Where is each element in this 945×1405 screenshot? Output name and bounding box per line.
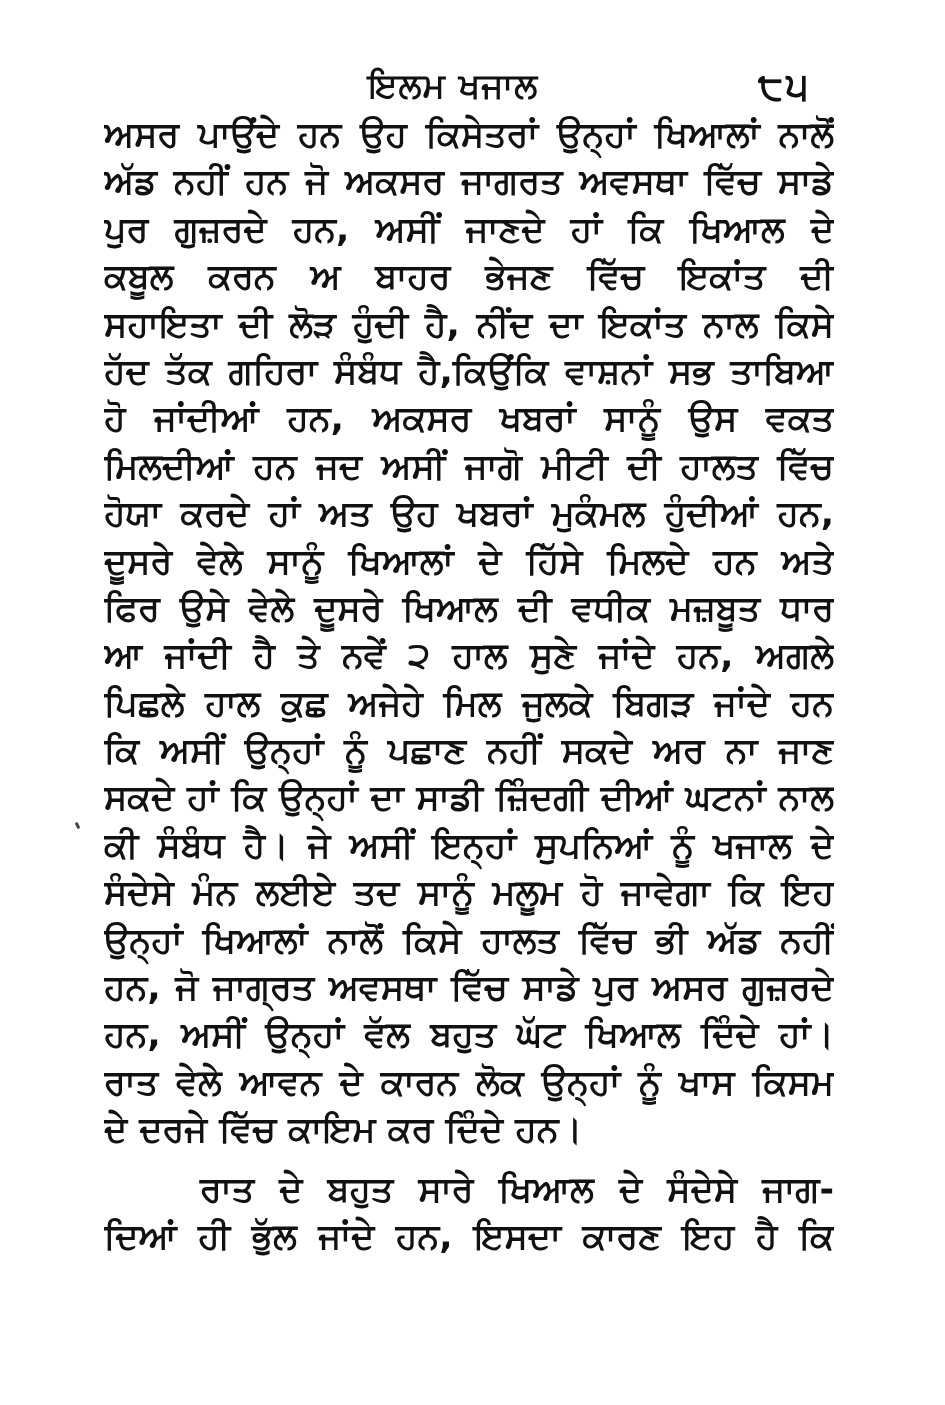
paragraph-2 [104, 1167, 834, 1262]
text-line: ਅਸਰ ਪਾਉਂਦੇ ਹਨ ਉਹ ਕਿਸੇਤਰਾਂ ਉਨ੍ਹਾਂ ਖਿਆਲਾਂ ਨਾਲੋਂ [104, 115, 834, 155]
text-line: ਸਹਾਇਤਾ ਦੀ ਲੋੜ ਹੁੰਦੀ ਹੈ, ਨੀਂਦ ਦਾ ਇਕਾਂਤ ਨਾਲ ਕਿਸੇ [104, 304, 834, 345]
text-line: ਮਿਲਦੀਆਂ ਹਨ ਜਦ ਅਸੀਂ ਜਾਗੋ ਮੀਟੀ ਦੀ ਹਾਲਤ ਵਿੱਚ [104, 446, 834, 487]
text-line: ਫਿਰ ਉਸੇ ਵੇਲੇ ਦੂਸਰੇ ਖਿਆਲ ਦੀ ਵਧੀਕ ਮਜ਼ਬੂਤ ਧਾਰ [104, 588, 834, 629]
text-line: ਪੁਰ ਗੁਜ਼ਰਦੇ ਹਨ, ਅਸੀਂ ਜਾਣਦੇ ਹਾਂ ਕਿ ਖਿਆਲ ਦੇ [104, 209, 834, 250]
text-line: ਦੂਸਰੇ ਵੇਲੇ ਸਾਨੂੰ ਖਿਆਲਾਂ ਦੇ ਹਿੱਸੇ ਮਿਲਦੇ ਹਨ ਅਤੇ [104, 541, 834, 582]
text-line: ਪਿਛਲੇ ਹਾਲ ਕੁਛ ਅਜੇਹੇ ਮਿਲ ਜੁਲਕੇ ਬਿਗੜ ਜਾਂਦੇ ਹਨ [104, 683, 834, 724]
text-line: ਹੋਯਾ ਕਰਦੇ ਹਾਂ ਅਤ ਉਹ ਖਬਰਾਂ ਮੁਕੰਮਲ ਹੁੰਦੀਆਂ ਹਨ, [104, 494, 834, 535]
text-line: ਸੰਦੇਸੇ ਮੰਨ ਲਈਏ ਤਦ ਸਾਨੂੰ ਮਲੂਮ ਹੋ ਜਾਵੇਗਾ ਕਿ ਇਹ [104, 873, 834, 914]
text-line: ਹੋ ਜਾਂਦੀਆਂ ਹਨ, ਅਕਸਰ ਖਬਰਾਂ ਸਾਨੂੰ ਉਸ ਵਕਤ [104, 399, 834, 440]
text-line: ਅੱਡ ਨਹੀਂ ਹਨ ਜੋ ਅਕਸਰ ਜਾਗਰਤ ਅਵਸਥਾ ਵਿੱਚ ਸਾਡੇ [104, 162, 834, 203]
running-header-title: ਇਲਮ ਖਜਾਲ [368, 66, 539, 106]
text-line: ਕੀ ਸੰਬੰਧ ਹੈ। ਜੇ ਅਸੀਂ ਇਨ੍ਹਾਂ ਸੁਪਨਿਆਂ ਨੂੰ ਖਜਾਲ ਦੇ [104, 825, 834, 866]
paragraph-1 [104, 112, 834, 1155]
text-line: ਕਿ ਅਸੀਂ ਉਨ੍ਹਾਂ ਨੂੰ ਪਛਾਣ ਨਹੀਂ ਸਕਦੇ ਅਰ ਨਾ ਜਾਣ [104, 731, 834, 772]
text-line: ਦੇ ਦਰਜੇ ਵਿੱਚ ਕਾਇਮ ਕਰ ਦਿੰਦੇ ਹਨ। [104, 1110, 583, 1151]
text-line: ਹਨ, ਅਸੀਂ ਉਨ੍ਹਾਂ ਵੱਲ ਬਹੁਤ ਘੱਟ ਖਿਆਲ ਦਿੰਦੇ ਹਾਂ। [104, 1015, 834, 1056]
text-line: ਰਾਤ ਵੇਲੇ ਆਵਨ ਦੇ ਕਾਰਨ ਲੋਕ ਉਨ੍ਹਾਂ ਨੂੰ ਖਾਸ ਕਿਸਮ [104, 1062, 834, 1103]
text-line: ਕਬੂਲ ਕਰਨ ਅ ਬਾਹਰ ਭੇਜਣ ਵਿੱਚ ਇਕਾਂਤ ਦੀ [104, 257, 834, 298]
text-line: ਹੱਦ ਤੱਕ ਗਹਿਰਾ ਸੰਬੰਧ ਹੈ,ਕਿਉਂਕਿ ਵਾਸ਼ਨਾਂ ਸਭ ਤਾਬਿਆ [104, 351, 834, 392]
print-speck [75, 822, 81, 830]
text-line: ਸਕਦੇ ਹਾਂ ਕਿ ਉਨ੍ਹਾਂ ਦਾ ਸਾਡੀ ਜ਼ਿੰਦਗੀ ਦੀਆਂ ਘਟਨਾਂ ਨਾਲ [104, 778, 834, 819]
text-line: ਉਨ੍ਹਾਂ ਖਿਆਲਾਂ ਨਾਲੋਂ ਕਿਸੇ ਹਾਲਤ ਵਿੱਚ ਭੀ ਅੱਡ ਨਹੀਂ [104, 920, 834, 961]
body-text [104, 112, 834, 1261]
text-line: ਆ ਜਾਂਦੀ ਹੈ ਤੇ ਨਵੇਂ ੨ ਹਾਲ ਸੁਣੇ ਜਾਂਦੇ ਹਨ, ਅਗਲੇ [104, 636, 834, 677]
text-line: ਹਨ, ਜੋ ਜਾਗ੍ਰਤ ਅਵਸਥਾ ਵਿੱਚ ਸਾਡੇ ਪੁਰ ਅਸਰ ਗੁਜ਼ਰਦੇ [104, 968, 834, 1009]
text-line: ਰਾਤ ਦੇ ਬਹੁਤ ਸਾਰੇ ਖਿਆਲ ਦੇ ਸੰਦੇਸੇ ਜਾਗ- [200, 1169, 834, 1210]
text-line: ਦਿਆਂ ਹੀ ਭੁੱਲ ਜਾਂਦੇ ਹਨ, ਇਸਦਾ ਕਾਰਣ ਇਹ ਹੈ ਕਿ [104, 1216, 834, 1257]
page-number: ੮੫ [758, 64, 812, 108]
